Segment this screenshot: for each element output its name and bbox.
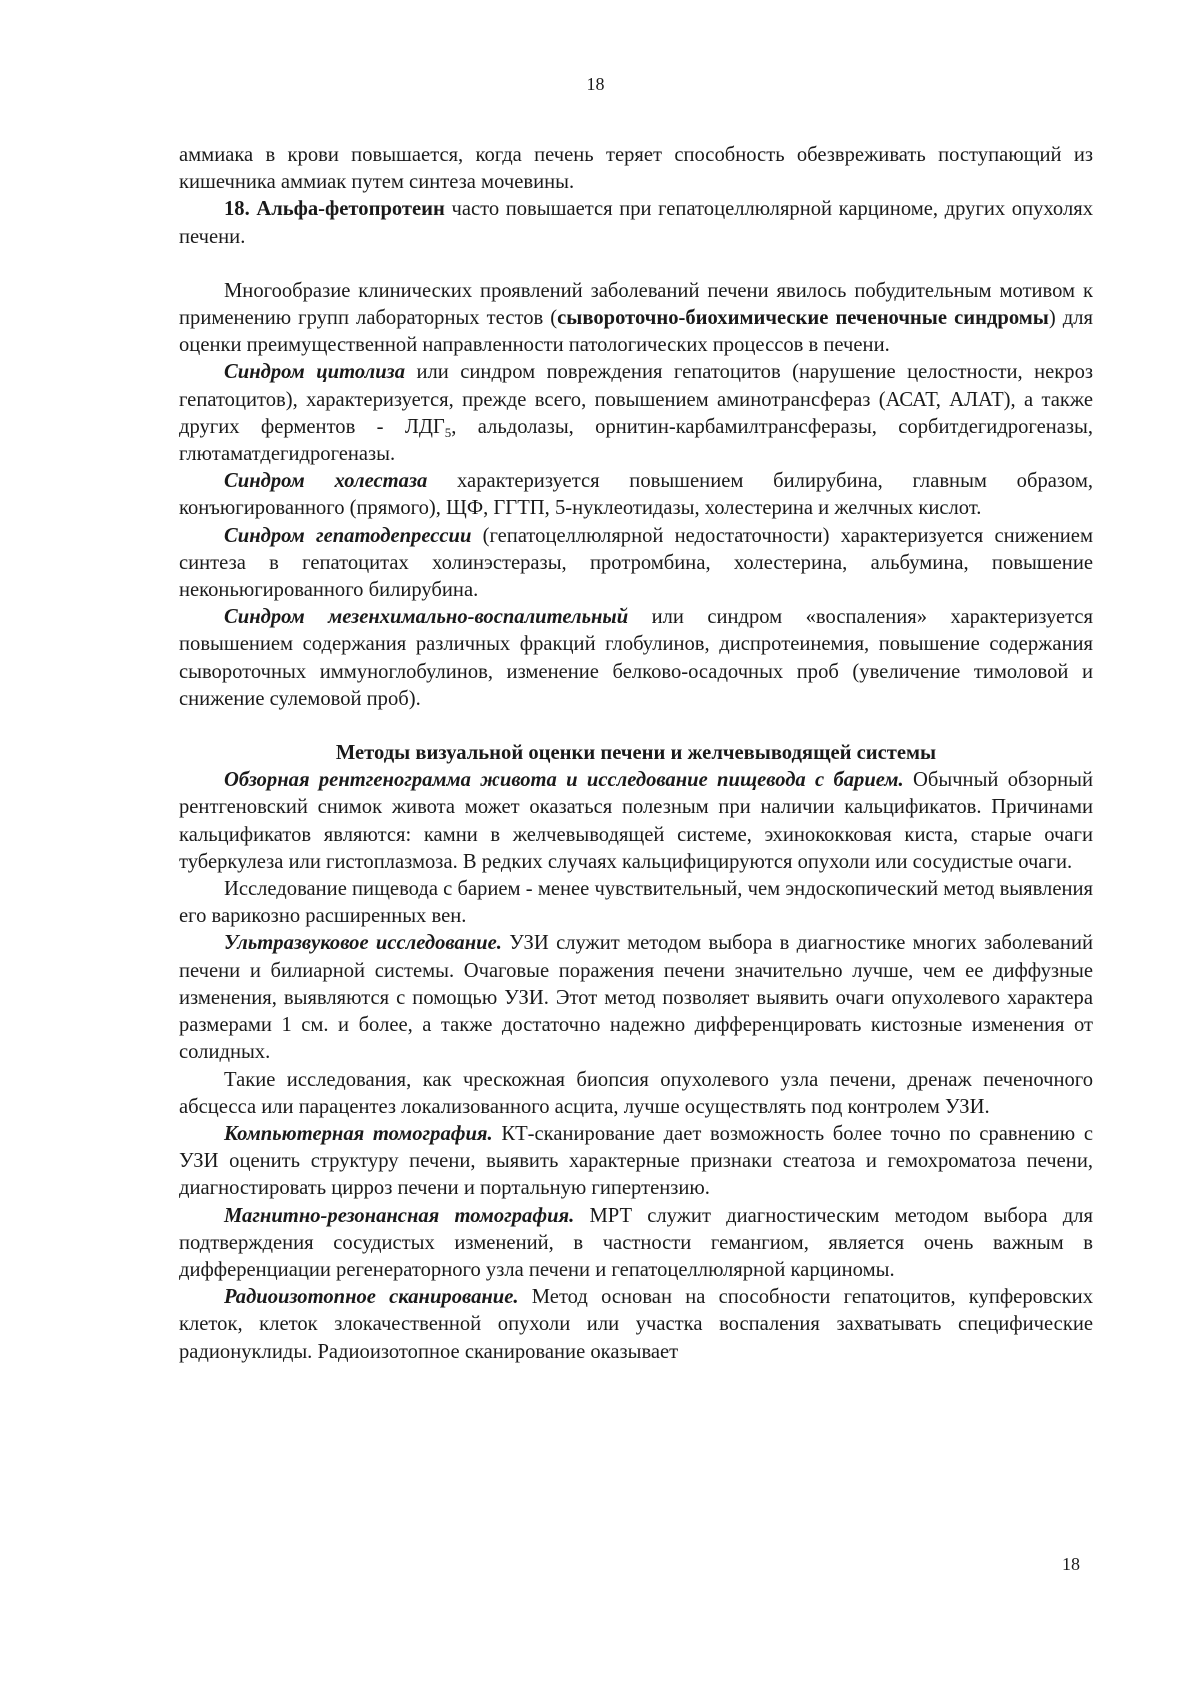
paragraph-text: характеризуется повышением билирубина, главным образом, конъюгированного (прямого), ЩФ, ГГТП, 5-нуклеотидазы, холестерина и желчных кислот. <box>179 470 1093 520</box>
method-term: Ультразвуковое исследование. <box>224 932 502 955</box>
paragraph-cytolysis <box>179 359 1093 468</box>
paragraph-mesenchymal <box>179 604 1093 713</box>
paragraph-text: УЗИ служит методом выбора в диагностике многих заболеваний печени и билиарной системы. Очаговые поражения печени значительно лучше, чем ее диффузные изменения, выявляются с помощью УЗИ. Этот метод позволяет выявить очаги опухолевого характера размерами 1 см. и более, а также достаточно надежно дифференцировать кистозные изменения от солидных. <box>179 932 1093 1064</box>
paragraph-radioisotope <box>179 1284 1093 1366</box>
paragraph-text: или синдром «воспаления» характеризуется повышением содержания различных фракций глобулинов, диспротеинемия, повышение содержания сывороточных иммуноглобулинов, изменение белково-осадочных проб (увеличение тимоловой и снижение сулемовой проб). <box>179 606 1093 710</box>
page-number-bottom: 18 <box>1062 1554 1080 1574</box>
page-number-top: 18 <box>586 74 605 94</box>
paragraph-ammonia <box>179 142 1093 196</box>
method-term: Компьютерная томография. <box>224 1122 493 1145</box>
paragraph-text: ) для оценки преимущественной направленности патологических процессов в печени. <box>179 307 1093 357</box>
syndrome-term: Синдром мезенхимально-воспалительный <box>224 606 629 629</box>
section-heading: Методы визуальной оценки печени и желчевыводящей системы <box>335 742 937 765</box>
syndrome-term: Синдром холестаза <box>224 470 428 493</box>
subscript: 5 <box>444 424 452 440</box>
paragraph-text: аммиака в крови повышается, когда печень теряет способность обезвреживать поступающий из кишечника аммиак путем синтеза мочевины. <box>179 144 1093 194</box>
paragraph-variety <box>179 278 1093 360</box>
paragraph-text: (гепатоцеллюлярной недостаточности) характеризуется снижением синтеза в гепатоцитах холинэстеразы, протромбина, холестерина, альбумина, повышение неконьюгированного билирубина. <box>179 524 1093 602</box>
paragraph-ultrasound <box>179 930 1093 1066</box>
method-term: Обзорная рентгенограмма живота и исследование пищевода с барием. <box>224 769 904 792</box>
paragraph-mri <box>179 1203 1093 1285</box>
paragraph-text: Обычный обзорный рентгеновский снимок живота может оказаться полезным при наличии кальцификатов. Причинами кальцификатов являются: камни в желчевыводящей системе, эхинококковая киста, старые очаги туберкулеза или гистоплазмоза. В редких случаях кальцифицируются опухоли или сосудистые очаги. <box>179 769 1093 873</box>
paragraph-text: МРТ служит диагностическим методом выбора для подтверждения сосудистых изменений, в частности гемангиом, является очень важным в дифференциации регенераторного узла печени и гепатоцеллюлярной карциномы. <box>179 1204 1093 1281</box>
document-body <box>179 142 1093 1366</box>
paragraph-text: или синдром повреждения гепатоцитов (нарушение целостности, некроз гепатоцитов), характеризуется, прежде всего, повышением аминотрансфераз (АСАТ, АЛАТ), а также других ферментов - ЛДГ <box>179 361 1093 438</box>
list-item-number-term: 18. Альфа-фетопротеин <box>224 198 445 221</box>
paragraph-text: Такие исследования, как чрескожная биопсия опухолевого узла печени, дренаж печеночного абсцесса или парацентез локализованного асцита, лучше осуществлять под контролем УЗИ. <box>179 1068 1093 1118</box>
method-term: Радиоизотопное сканирование. <box>224 1286 519 1309</box>
paragraph-biopsy <box>179 1067 1093 1121</box>
paragraph-text: часто повышается при гепатоцеллюлярной карциноме, других опухолях печени. <box>179 198 1093 248</box>
paragraph-ct <box>179 1121 1093 1203</box>
method-term: Магнитно-резонансная томография. <box>224 1204 575 1227</box>
paragraph-esophagus <box>179 876 1093 930</box>
syndrome-term: Синдром цитолиза <box>224 361 406 384</box>
paragraph-text: , альдолазы, орнитин-карбамилтрансферазы, сорбитдегидрогеназы, глютаматдегидрогеназы. <box>179 415 1093 466</box>
paragraph-afp <box>179 196 1093 250</box>
paragraph-xray <box>179 767 1093 876</box>
paragraph-cholestasis <box>179 468 1093 522</box>
bold-term: сывороточно-биохимические печеночные синдромы <box>557 307 1049 330</box>
syndrome-term: Синдром гепатодепрессии <box>224 524 472 547</box>
paragraph-text: Метод основан на способности гепатоцитов, купферовских клеток, клеток злокачественной опухоли или участка воспаления захватывать специфические радионуклиды. Радиоизотопное сканирование оказывает <box>179 1286 1093 1363</box>
paragraph-text: Исследование пищевода с барием - менее чувствительный, чем эндоскопический метод выявления его варикозно расширенных вен. <box>179 878 1093 928</box>
paragraph-text: КТ-сканирование дает возможность более точно по сравнению с УЗИ оценить структуру печени, выявить характерные признаки стеатоза и гемохроматоза печени, диагностировать цирроз печени и портальную гипертензию. <box>179 1122 1093 1200</box>
paragraph-text: Многообразие клинических проявлений заболеваний печени явилось побудительным мотивом к применению групп лабораторных тестов ( <box>179 279 1093 330</box>
paragraph-hepatodepression <box>179 523 1093 605</box>
